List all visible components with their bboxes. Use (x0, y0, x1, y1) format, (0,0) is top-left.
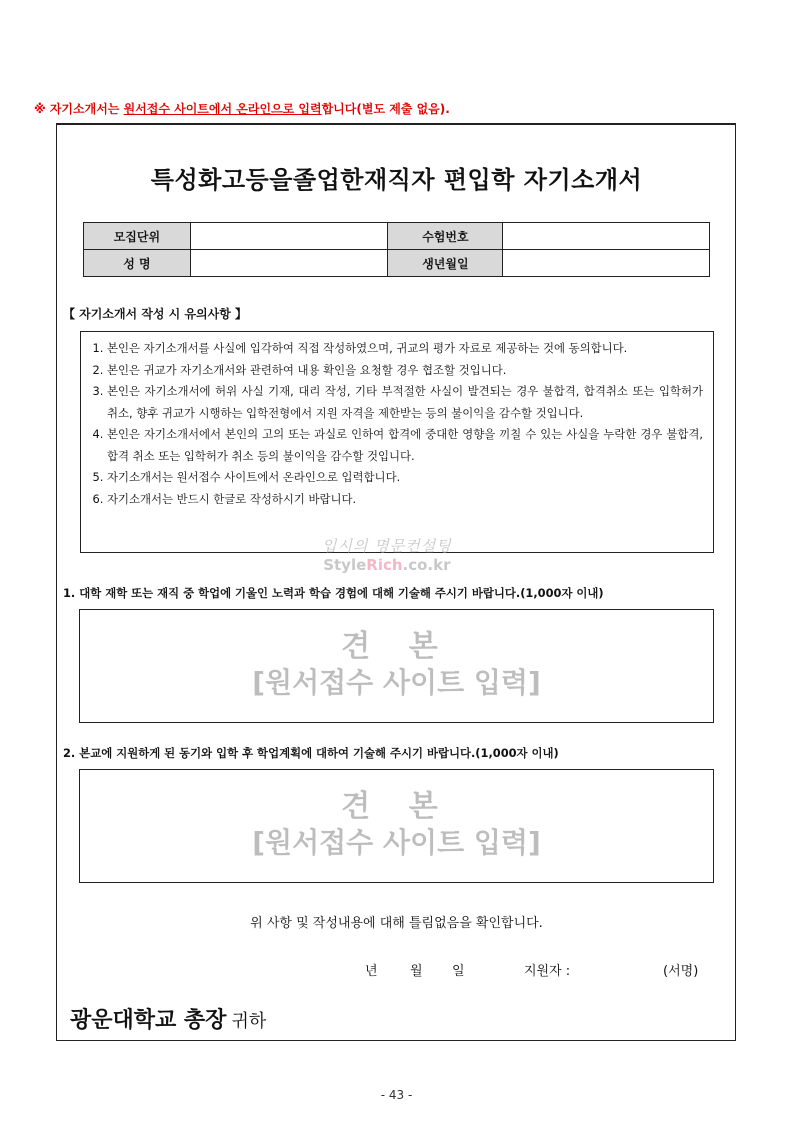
caution-item: 1. 본인은 자기소개서를 사실에 입각하여 직접 작성하였으며, 귀교의 평가 자료로 제공하는 것에 동의합니다. (107, 338, 703, 360)
watermark-brand-a: Style (323, 556, 367, 574)
question-2: 2. 본교에 지원하게 된 동기와 입학 후 학업계획에 대하여 기술해 주시기 바랍니다.(1,000자 이내) (63, 746, 559, 760)
exam-number-field[interactable] (503, 223, 710, 250)
sign-day: 일 (452, 964, 465, 979)
caution-item: 3. 본인은 자기소개서에 허위 사실 기재, 대리 작성, 기타 부적절한 사실이 발견되는 경우 불합격, 합격취소 또는 입학허가 취소, 향후 귀교가 시행하는 입학전형에서 지원 자격을 제한받는 등의 불이익을 감수할 것입니다. (107, 381, 703, 424)
notice-underlined: 원서접수 사이트에서 온라인으로 입력 (123, 102, 322, 116)
caution-item: 2. 본인은 귀교가 자기소개서와 관련하여 내용 확인을 요청할 경우 협조할 것입니다. (107, 360, 703, 382)
answer-box-2[interactable] (79, 769, 714, 883)
sample-label: 견 본 (341, 629, 452, 664)
caution-item: 4. 본인은 자기소개서에서 본인의 고의 또는 과실로 인하여 합격에 중대한 영향을 끼칠 수 있는 사실을 누락한 경우 불합격, 합격 취소 또는 입학허가 취소 등의 불이익을 감수할 것입니다. (107, 424, 703, 467)
confirmation-statement: 위 사항 및 작성내용에 대해 틀림없음을 확인합니다. (250, 916, 543, 931)
page-title: 특성화고등을졸업한재직자 편입학 자기소개서 (150, 166, 643, 194)
answer-box-1[interactable] (79, 609, 714, 723)
caution-list (89, 338, 703, 510)
recipient-name: 광운대학교 총장 (70, 1008, 227, 1033)
question-1: 1. 대학 재학 또는 재직 중 학업에 기울인 노력과 학습 경험에 대해 기술해 주시기 바랍니다.(1,000자 이내) (63, 586, 604, 600)
recipient (70, 1003, 266, 1034)
unit-label: 모집단위 (84, 223, 191, 250)
caution-heading: 【 자기소개서 작성 시 유의사항 】 (63, 307, 247, 321)
frame-top-border (56, 123, 736, 125)
exam-number-label: 수험번호 (388, 223, 503, 250)
sample-instruction: [원서접수 사이트 입력] (252, 826, 541, 859)
online-entry-notice (34, 100, 450, 117)
sign-year: 년 (365, 964, 378, 979)
name-field[interactable] (190, 250, 388, 277)
sign-month: 월 (410, 964, 423, 979)
watermark-tagline: 입시의 명문컨설팅 (322, 537, 452, 555)
recipient-honorific: 귀하 (231, 1011, 267, 1032)
caution-item: 5. 자기소개서는 원서접수 사이트에서 온라인으로 입력합니다. (107, 467, 703, 489)
watermark-brand-b: Rich (366, 556, 403, 574)
caution-box (80, 331, 714, 553)
sample-instruction: [원서접수 사이트 입력] (252, 666, 541, 699)
name-label: 성 명 (84, 250, 191, 277)
unit-field[interactable] (190, 223, 388, 250)
watermark-brand-c: .co.kr (402, 556, 451, 574)
birth-date-field[interactable] (503, 250, 710, 277)
sample-label: 견 본 (341, 789, 452, 824)
table-row (84, 223, 710, 250)
signature-label: (서명) (663, 964, 699, 979)
birth-date-label: 생년월일 (388, 250, 503, 277)
caution-item: 6. 자기소개서는 반드시 한글로 작성하시기 바랍니다. (107, 489, 703, 511)
applicant-info-table (83, 222, 710, 277)
table-row (84, 250, 710, 277)
page-number: - 43 - (380, 1088, 413, 1102)
notice-prefix: ※ 자기소개서는 (34, 102, 124, 116)
applicant-label: 지원자 : (524, 964, 571, 979)
notice-suffix: 합니다(별도 제출 없음). (321, 102, 450, 116)
